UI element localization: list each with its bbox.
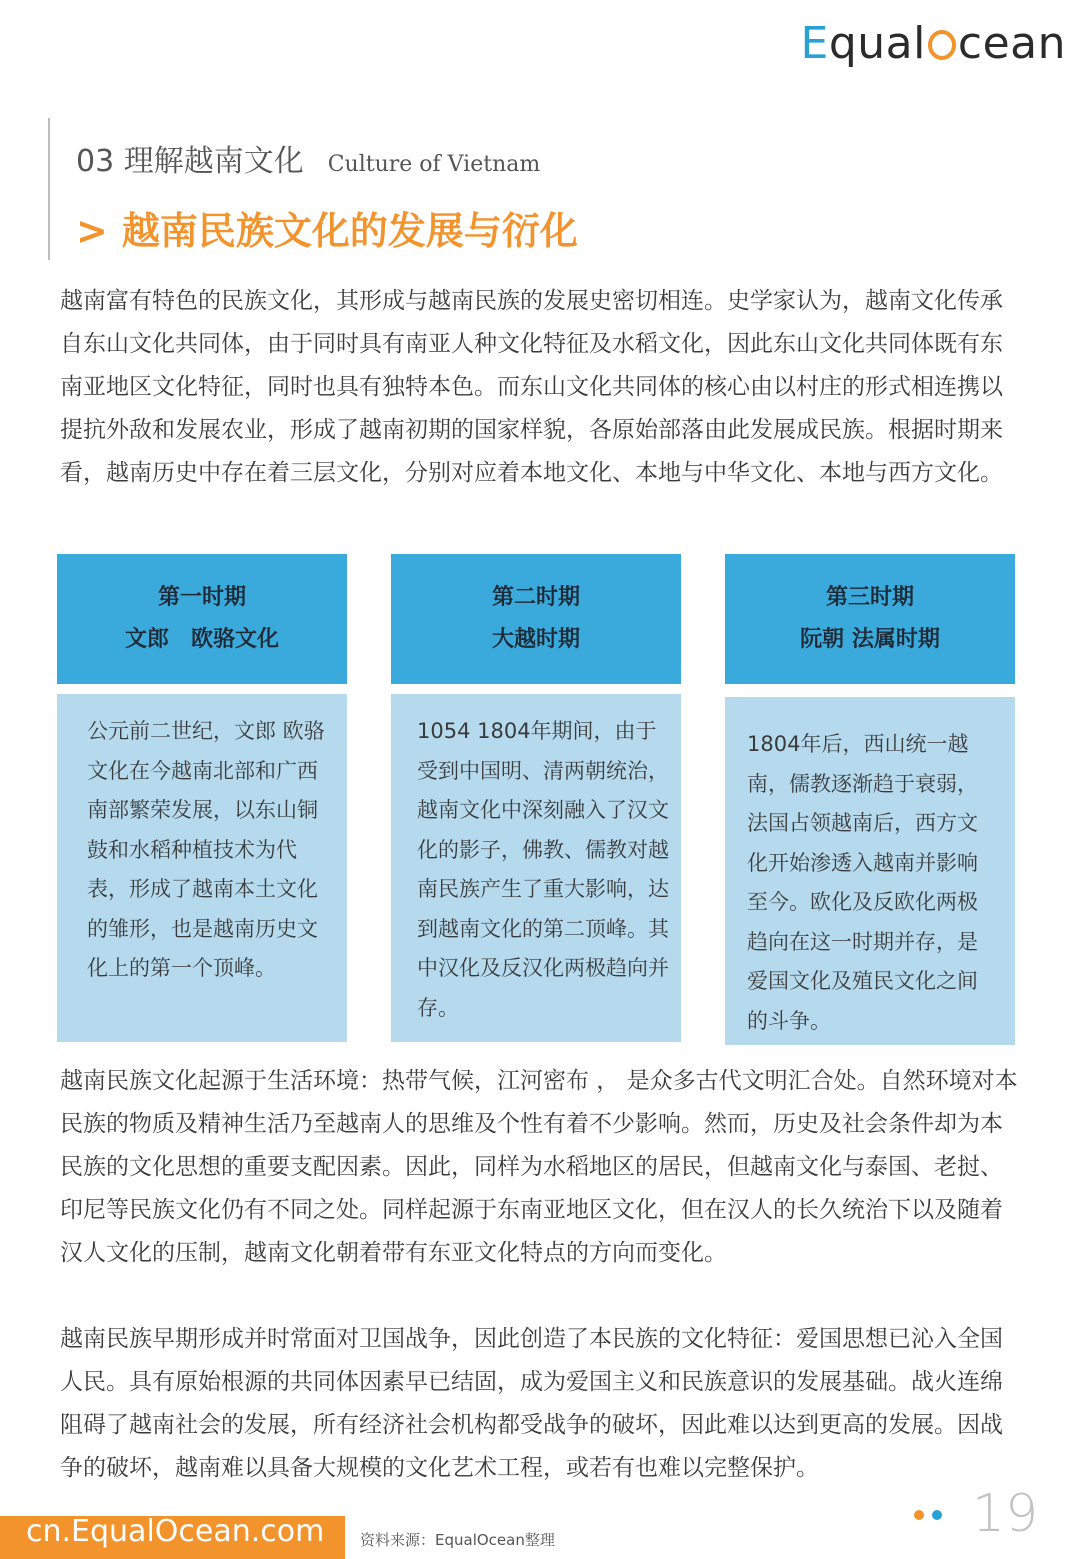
- period-3-title: 第三时期: [825, 585, 914, 610]
- equalocean-logo: [801, 18, 1066, 69]
- period-2-title: 第二时期: [491, 585, 580, 610]
- section-divider: [48, 118, 50, 260]
- environment-paragraph: 越南民族文化起源于生活环境：热带气候，江河密布 ， 是众多古代文明汇合处。自然环境对本民族的物质及精神生活乃至越南人的思维及个性有着不少影响。然而，历史及社会条件却为本民族的文化思想的重要支配因素。因此，同样为水稻地区的居民，但越南文化与泰国、老挝、印尼等民族文化仍有不同之处。同样起源于东南亚地区文化，但在汉人的长久统治下以及随着汉人文化的压制，越南文化朝着带有东亚文化特点的方向而变化。: [60, 1068, 1018, 1266]
- page-number: 19: [972, 1484, 1039, 1544]
- period-3-header: [725, 554, 1015, 684]
- logo-suffix: cean: [957, 18, 1066, 69]
- logo-o-ring-icon: [928, 30, 956, 60]
- logo-prefix: qual: [828, 18, 926, 69]
- period-2-header: [391, 554, 681, 684]
- chevron-right-icon: >: [76, 209, 108, 253]
- period-1-title: 第一时期: [157, 585, 246, 610]
- period-2-body: 1054 1804年期间，由于受到中国明、清两朝统治，越南文化中深刻融入了汉文化的影子，佛教、儒教对越南民族产生了重大影响，达到越南文化的第二顶峰。其中汉化及反汉化两极趋向并存。: [391, 694, 681, 1042]
- period-3-body: 1804年后，西山统一越南，儒教逐渐趋于衰弱，法国占领越南后，西方文化开始渗透入越南并影响至今。欧化及反欧化两极趋向在这一时期并存，是爱国文化及殖民文化之间的斗争。: [725, 697, 1015, 1045]
- section-title-cn: 03 理解越南文化: [76, 144, 304, 179]
- footer-url[interactable]: cn.EqualOcean.com: [26, 1514, 325, 1549]
- source-note: 资料来源：EqualOcean整理: [360, 1531, 555, 1549]
- section-title-en: Culture of Vietnam: [327, 152, 541, 177]
- intro-paragraph: 越南富有特色的民族文化，其形成与越南民族的发展史密切相连。史学家认为，越南文化传承自东山文化共同体，由于同时具有南亚人种文化特征及水稻文化，因此东山文化共同体既有东南亚地区文化特征，同时也具有独特本色。而东山文化共同体的核心由以村庄的形式相连携以提抗外敌和发展农业，形成了越南初期的国家样貌，各原始部落由此发展成民族。根据时期来看，越南历史中存在着三层文化，分别对应着本地文化、本地与中华文化、本地与西方文化。: [60, 288, 1003, 486]
- orange-dot-icon: [914, 1510, 924, 1520]
- period-3-subtitle: 阮朝 法属时期: [800, 627, 940, 652]
- period-1-header: [57, 554, 347, 684]
- logo-e-mark: E: [800, 18, 829, 69]
- page-heading: [76, 200, 578, 255]
- war-paragraph: 越南民族早期形成并时常面对卫国战争，因此创造了本民族的文化特征：爱国思想已沁入全国人民。具有原始根源的共同体因素早已结固，成为爱国主义和民族意识的发展基础。战火连绵阻碍了越南社会的发展，所有经济社会机构都受战争的破坏，因此难以达到更高的发展。因战争的破坏，越南难以具备大规模的文化艺术工程，或若有也难以完整保护。: [60, 1326, 1003, 1481]
- period-1-body: 公元前二世纪，文郎 欧骆文化在今越南北部和广西南部繁荣发展，以东山铜鼓和水稻种植技术为代表，形成了越南本土文化的雏形，也是越南历史文化上的第一个顶峰。: [57, 694, 347, 1042]
- period-2-subtitle: 大越时期: [491, 627, 580, 652]
- blue-dot-icon: [932, 1510, 942, 1520]
- period-1-subtitle: 文郎 欧骆文化: [124, 627, 279, 652]
- page-heading-text: 越南民族文化的发展与衍化: [121, 209, 578, 253]
- section-title: [76, 136, 540, 180]
